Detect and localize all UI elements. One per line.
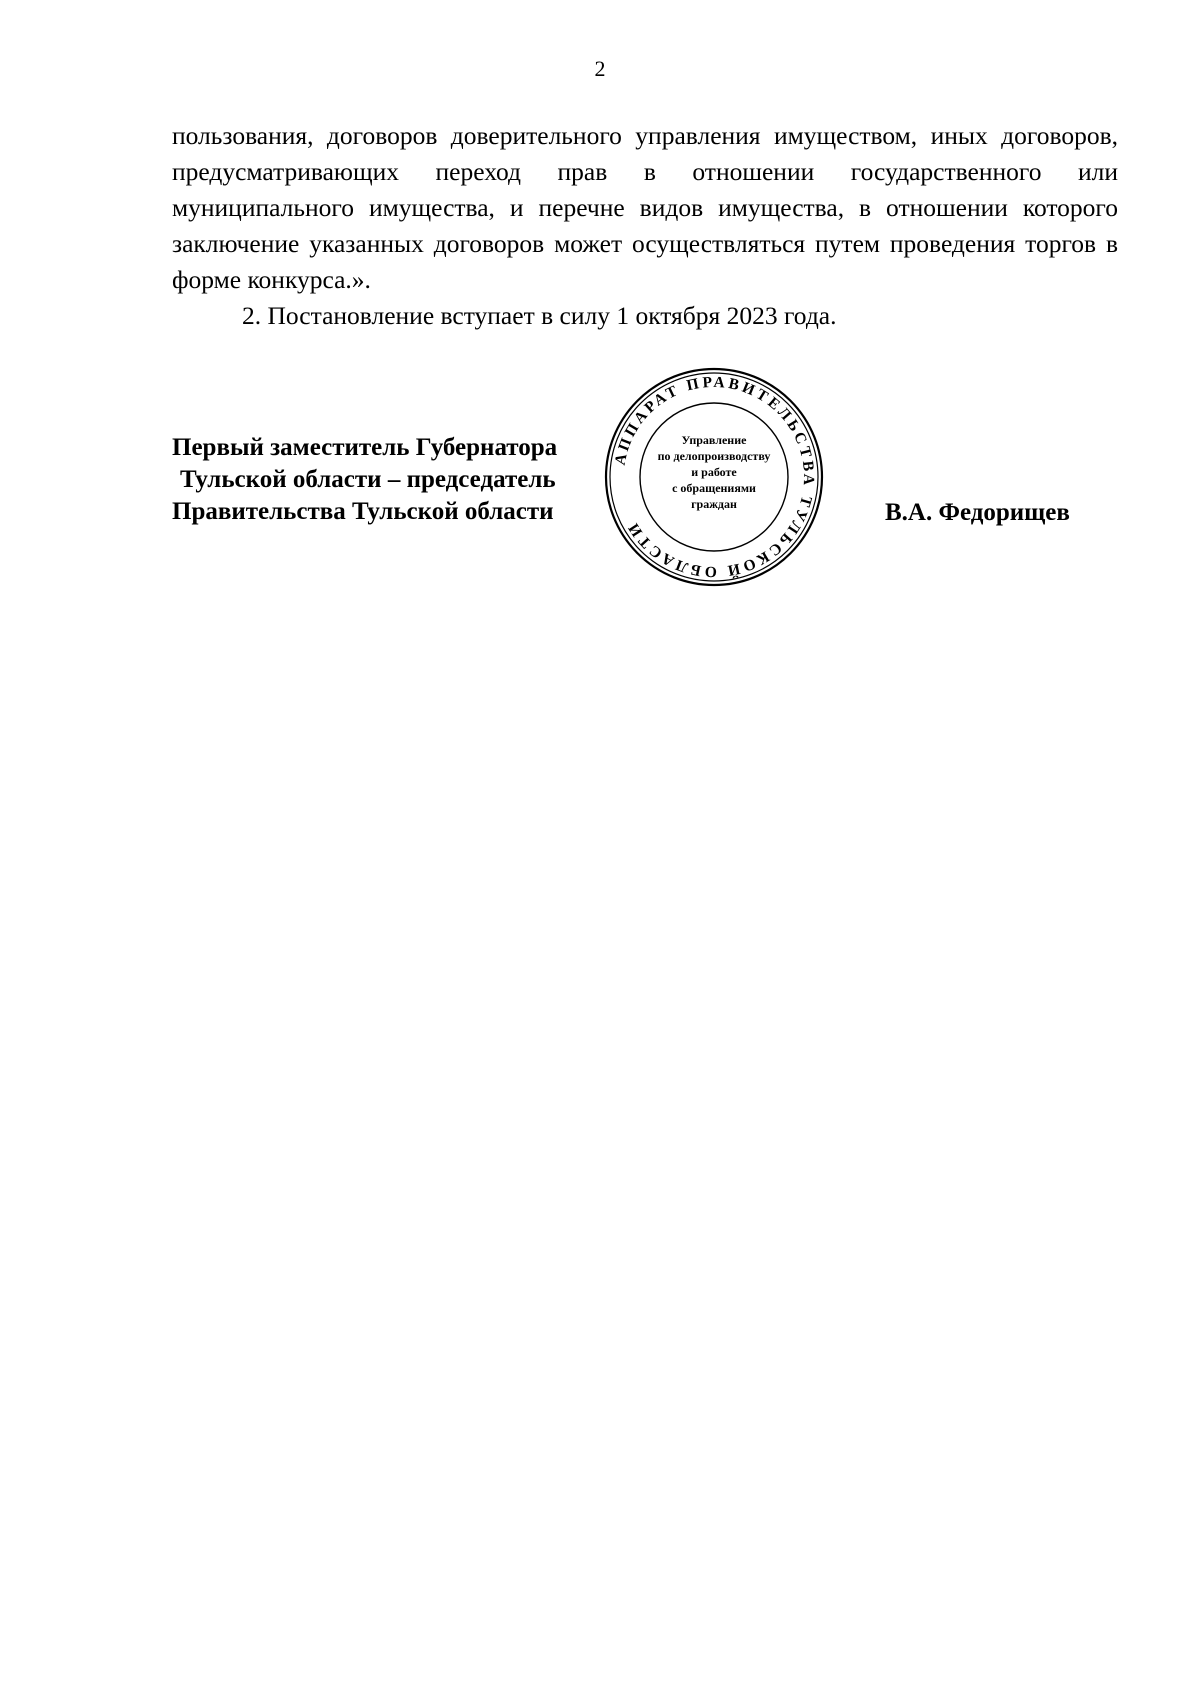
seal-center-line: с обращениями bbox=[672, 481, 756, 495]
document-body bbox=[172, 118, 1118, 334]
signatory-position-line: Первый заместитель Губернатора bbox=[172, 434, 558, 461]
official-seal-stamp bbox=[603, 366, 825, 588]
signatory-position-line: Тульской области – председатель bbox=[180, 466, 556, 493]
signatory-position bbox=[172, 432, 557, 528]
seal-center-line: граждан bbox=[691, 497, 737, 511]
signatory-position-line: Правительства Тульской области bbox=[172, 498, 554, 525]
body-paragraph: 2. Постановление вступает в силу 1 октября 2023 года. bbox=[242, 301, 837, 330]
body-paragraph: пользования, договоров доверительного управления имуществом, иных договоров, предусматривающих переход прав в отношении государственного или муниципального имущества, и перечне видов имущества, в отношении которого заключение указанных договоров может осуществляться путем проведения торгов в форме конкурса.». bbox=[172, 121, 1118, 294]
page-number: 2 bbox=[594, 56, 606, 81]
seal-ring-text: АППАРАТ ПРАВИТЕЛЬСТВА ТУЛЬСКОЙ ОБЛАСТИ bbox=[611, 373, 818, 581]
seal-center-line: Управление bbox=[681, 433, 747, 447]
signatory-name: В.А. Федорищев bbox=[885, 499, 1070, 526]
seal-center-line: по делопроизводству bbox=[657, 449, 771, 463]
seal-center-line: и работе bbox=[691, 465, 737, 479]
